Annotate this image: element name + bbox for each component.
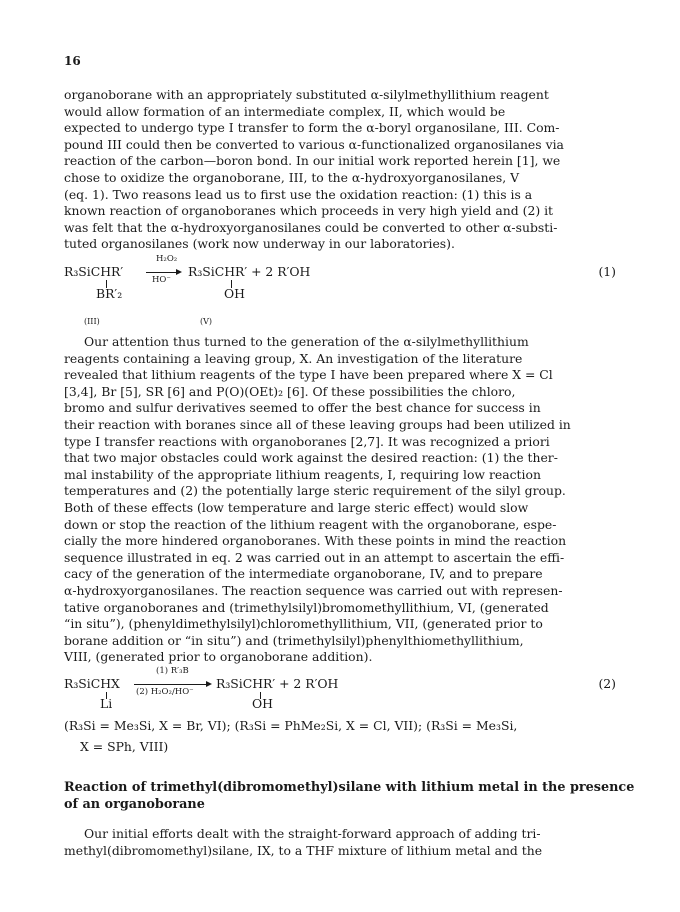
- text-line: tuted organosilanes (work now underway in our laboratories).: [64, 236, 455, 252]
- text-line: Our attention thus turned to the generation of the α-silylmethyllithium: [84, 334, 529, 349]
- equation-2-arrowhead: [206, 681, 212, 687]
- text-line: “in situ”), (phenyldimethylsilyl)chloromethyllithium, VII, (generated prior to: [64, 616, 543, 632]
- equation-2-reagent-bottom: (2) H₂O₂/HO⁻: [136, 687, 194, 697]
- equation-1-reagent-bottom: HO⁻: [152, 275, 171, 285]
- text-line: would allow formation of an intermediate complex, II, which would be: [64, 103, 506, 119]
- equation-2-reagent-top: (1) R′₃B: [156, 666, 189, 676]
- text-line: (eq. 1). Two reasons lead us to first use the oxidation reaction: (1) this is a: [64, 186, 533, 202]
- text-line: Our initial efforts dealt with the straight-forward approach of adding tri-: [84, 826, 541, 841]
- equation-1-product-substituent: OH: [224, 286, 245, 301]
- heading-line: Reaction of trimethyl(dibromomethyl)silane with lithium metal in the presence: [64, 780, 635, 795]
- text-line: tative organoboranes and (trimethylsilyl)bromomethyllithium, VI, (generated: [64, 599, 549, 615]
- text-line: type I transfer reactions with organoboranes [2,7]. It was recognized a priori: [64, 433, 550, 449]
- equation-1-arrowhead: [176, 269, 182, 275]
- text-line: α-hydroxyorganosilanes. The reaction sequence was carried out with represen-: [64, 582, 563, 598]
- section-heading: [64, 780, 635, 813]
- paragraph-3: [64, 826, 616, 859]
- equation-1-number: (1): [598, 264, 616, 279]
- text-line: pound III could then be converted to various α-functionalized organosilanes via: [64, 136, 564, 152]
- text-line: (R₃Si = Me₃Si, X = Br, VI); (R₃Si = PhMe₂Si, X = Cl, VII); (R₃Si = Me₃Si,: [64, 718, 518, 733]
- text-line: organoborane with an appropriately substituted α-silylmethyllithium reagent: [64, 87, 549, 102]
- equation-1-reagent-top: H₂O₂: [156, 254, 178, 264]
- text-line: cacy of the generation of the intermediate organoborane, IV, and to prepare: [64, 566, 543, 582]
- equation-1-label-v: (V): [200, 317, 213, 326]
- text-line: was felt that the α-hydroxyorganosilanes could be converted to other α-substi-: [64, 219, 558, 235]
- text-line: sequence illustrated in eq. 2 was carried out in an attempt to ascertain the effi-: [64, 549, 565, 565]
- equation-1-label-iii: (III): [84, 317, 100, 326]
- equation-2-reactant: R₃SiCHX: [64, 676, 120, 691]
- heading-line: of an organoborane: [64, 796, 205, 812]
- page-number: 16: [64, 54, 81, 68]
- text-line: reagents containing a leaving group, X. An investigation of the literature: [64, 350, 523, 366]
- text-line: expected to undergo type I transfer to form the α-boryl organosilane, III. Com-: [64, 120, 560, 136]
- text-line: X = SPh, VIII): [80, 738, 169, 754]
- equation-1-product: R₃SiCHR′ + 2 R′OH: [188, 264, 311, 279]
- equation-2-arrow: [134, 684, 208, 685]
- text-line: chose to oxidize the organoborane, III, to the α-hydroxyorganosilanes, V: [64, 169, 520, 185]
- text-line: known reaction of organoboranes which proceeds in very high yield and (2) it: [64, 203, 554, 219]
- text-line: their reaction with boranes since all of these leaving groups had been utilized in: [64, 416, 571, 432]
- paragraph-2: [64, 334, 616, 351]
- text-line: reaction of the carbon—boron bond. In our initial work reported herein [1], we: [64, 153, 561, 169]
- text-line: revealed that lithium reagents of the type I have been prepared where X = Cl: [64, 367, 553, 383]
- text-line: temperatures and (2) the potentially large steric requirement of the silyl group.: [64, 483, 566, 499]
- equation-1: [64, 254, 616, 334]
- text-line: [3,4], Br [5], SR [6] and P(O)(OEt)₂ [6]. Of these possibilities the chloro,: [64, 383, 516, 399]
- text-line: bromo and sulfur derivatives seemed to offer the best chance for success in: [64, 400, 541, 416]
- equation-2: [64, 666, 616, 716]
- equation-1-arrow: [146, 272, 178, 273]
- equation-2-reactant-substituent: Li: [100, 696, 113, 711]
- text-line: cially the more hindered organoboranes. With these points in mind the reaction: [64, 533, 567, 549]
- text-line: Both of these effects (low temperature and large steric effect) would slow: [64, 499, 529, 515]
- equation-2-conditions: [64, 718, 616, 755]
- equation-1-reactant: R₃SiCHR′: [64, 264, 124, 279]
- text-line: down or stop the reaction of the lithium reagent with the organoborane, espe-: [64, 516, 557, 532]
- equation-2-number: (2): [598, 676, 616, 691]
- paragraph-2-body: [64, 351, 616, 666]
- paragraph-1: [64, 87, 616, 253]
- text-line: methyl(dibromomethyl)silane, IX, to a THF mixture of lithium metal and the: [64, 842, 543, 858]
- equation-2-product-substituent: OH: [252, 696, 273, 711]
- equation-1-reactant-substituent: BR′₂: [96, 286, 123, 301]
- text-line: VIII, (generated prior to organoborane addition).: [64, 649, 373, 665]
- text-line: borane addition or “in situ”) and (trimethylsilyl)phenylthiomethyllithium,: [64, 632, 524, 648]
- equation-2-product: R₃SiCHR′ + 2 R′OH: [216, 676, 339, 691]
- text-line: mal instability of the appropriate lithium reagents, I, requiring low reaction: [64, 466, 541, 482]
- text-line: that two major obstacles could work against the desired reaction: (1) the ther-: [64, 450, 558, 466]
